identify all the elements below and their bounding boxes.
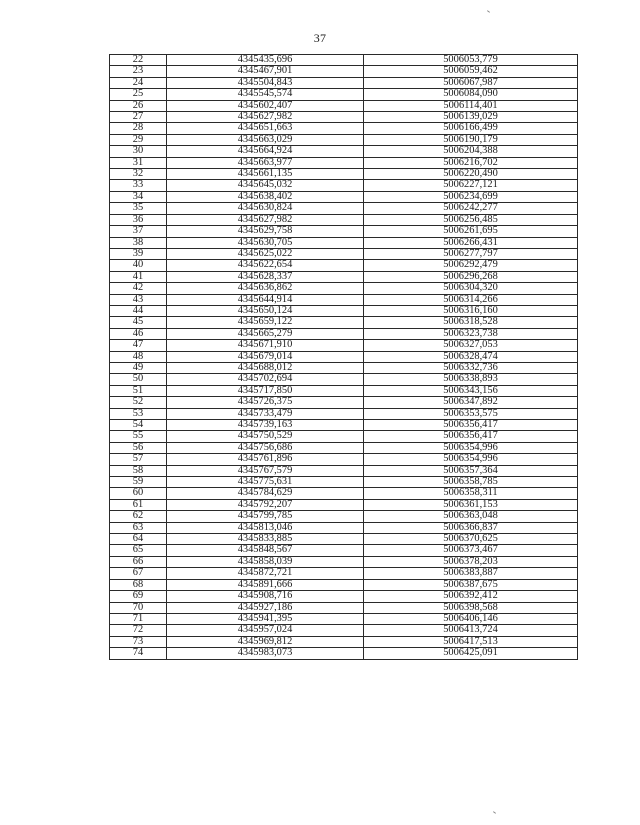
- x-coordinate-cell: 4345661,135: [167, 169, 364, 180]
- table-row: [110, 317, 578, 328]
- x-coordinate-cell: 4345688,012: [167, 362, 364, 373]
- table-row: [110, 294, 578, 305]
- x-coordinate-cell: 4345726,375: [167, 397, 364, 408]
- x-coordinate-cell: 4345848,567: [167, 545, 364, 556]
- point-number-cell: 23: [110, 66, 167, 77]
- table-row: [110, 534, 578, 545]
- point-number-cell: 49: [110, 362, 167, 373]
- y-coordinate-cell: 5006261,695: [364, 226, 578, 237]
- y-coordinate-cell: 5006363,048: [364, 511, 578, 522]
- x-coordinate-cell: 4345784,629: [167, 488, 364, 499]
- x-coordinate-cell: 4345467,901: [167, 66, 364, 77]
- point-number-cell: 41: [110, 271, 167, 282]
- point-number-cell: 69: [110, 591, 167, 602]
- point-number-cell: 48: [110, 351, 167, 362]
- table-row: [110, 351, 578, 362]
- x-coordinate-cell: 4345664,924: [167, 146, 364, 157]
- point-number-cell: 38: [110, 237, 167, 248]
- point-number-cell: 63: [110, 522, 167, 533]
- point-number-cell: 43: [110, 294, 167, 305]
- point-number-cell: 22: [110, 55, 167, 66]
- x-coordinate-cell: 4345671,910: [167, 340, 364, 351]
- point-number-cell: 73: [110, 636, 167, 647]
- y-coordinate-cell: 5006398,568: [364, 602, 578, 613]
- point-number-cell: 46: [110, 328, 167, 339]
- table-row: [110, 260, 578, 271]
- x-coordinate-cell: 4345679,014: [167, 351, 364, 362]
- x-coordinate-cell: 4345969,812: [167, 636, 364, 647]
- table-row: [110, 385, 578, 396]
- y-coordinate-cell: 5006323,738: [364, 328, 578, 339]
- point-number-cell: 70: [110, 602, 167, 613]
- y-coordinate-cell: 5006378,203: [364, 556, 578, 567]
- table-row: [110, 100, 578, 111]
- point-number-cell: 29: [110, 134, 167, 145]
- x-coordinate-cell: 4345645,032: [167, 180, 364, 191]
- table-row: [110, 77, 578, 88]
- table-row: [110, 636, 578, 647]
- table-row: [110, 134, 578, 145]
- point-number-cell: 28: [110, 123, 167, 134]
- table-row: [110, 465, 578, 476]
- point-number-cell: 54: [110, 420, 167, 431]
- y-coordinate-cell: 5006318,528: [364, 317, 578, 328]
- x-coordinate-cell: 4345638,402: [167, 191, 364, 202]
- y-coordinate-cell: 5006358,311: [364, 488, 578, 499]
- point-number-cell: 24: [110, 77, 167, 88]
- scan-speck: [487, 10, 490, 13]
- x-coordinate-cell: 4345927,186: [167, 602, 364, 613]
- coordinates-table: [109, 54, 578, 660]
- y-coordinate-cell: 5006357,364: [364, 465, 578, 476]
- point-number-cell: 50: [110, 374, 167, 385]
- y-coordinate-cell: 5006277,797: [364, 248, 578, 259]
- x-coordinate-cell: 4345630,705: [167, 237, 364, 248]
- y-coordinate-cell: 5006328,474: [364, 351, 578, 362]
- point-number-cell: 30: [110, 146, 167, 157]
- y-coordinate-cell: 5006114,401: [364, 100, 578, 111]
- point-number-cell: 42: [110, 283, 167, 294]
- y-coordinate-cell: 5006190,179: [364, 134, 578, 145]
- point-number-cell: 34: [110, 191, 167, 202]
- point-number-cell: 60: [110, 488, 167, 499]
- table-row: [110, 579, 578, 590]
- table-row: [110, 340, 578, 351]
- y-coordinate-cell: 5006256,485: [364, 214, 578, 225]
- x-coordinate-cell: 4345628,337: [167, 271, 364, 282]
- point-number-cell: 51: [110, 385, 167, 396]
- x-coordinate-cell: 4345941,395: [167, 613, 364, 624]
- y-coordinate-cell: 5006292,479: [364, 260, 578, 271]
- y-coordinate-cell: 5006327,053: [364, 340, 578, 351]
- table-row: [110, 488, 578, 499]
- point-number-cell: 74: [110, 648, 167, 659]
- x-coordinate-cell: 4345858,039: [167, 556, 364, 567]
- point-number-cell: 26: [110, 100, 167, 111]
- table-row: [110, 602, 578, 613]
- y-coordinate-cell: 5006406,146: [364, 613, 578, 624]
- point-number-cell: 44: [110, 305, 167, 316]
- x-coordinate-cell: 4345627,982: [167, 214, 364, 225]
- table-row: [110, 169, 578, 180]
- point-number-cell: 36: [110, 214, 167, 225]
- table-row: [110, 237, 578, 248]
- y-coordinate-cell: 5006356,417: [364, 420, 578, 431]
- x-coordinate-cell: 4345957,024: [167, 625, 364, 636]
- point-number-cell: 33: [110, 180, 167, 191]
- point-number-cell: 25: [110, 89, 167, 100]
- y-coordinate-cell: 5006304,320: [364, 283, 578, 294]
- table-row: [110, 283, 578, 294]
- table-row: [110, 499, 578, 510]
- y-coordinate-cell: 5006387,675: [364, 579, 578, 590]
- table-row: [110, 477, 578, 488]
- x-coordinate-cell: 4345504,843: [167, 77, 364, 88]
- point-number-cell: 65: [110, 545, 167, 556]
- page-number: 37: [313, 31, 327, 45]
- y-coordinate-cell: 5006332,736: [364, 362, 578, 373]
- x-coordinate-cell: 4345872,721: [167, 568, 364, 579]
- x-coordinate-cell: 4345813,046: [167, 522, 364, 533]
- y-coordinate-cell: 5006316,160: [364, 305, 578, 316]
- y-coordinate-cell: 5006314,266: [364, 294, 578, 305]
- table-row: [110, 545, 578, 556]
- x-coordinate-cell: 4345625,022: [167, 248, 364, 259]
- table-row: [110, 522, 578, 533]
- y-coordinate-cell: 5006296,268: [364, 271, 578, 282]
- table-row: [110, 123, 578, 134]
- point-number-cell: 71: [110, 613, 167, 624]
- x-coordinate-cell: 4345644,914: [167, 294, 364, 305]
- x-coordinate-cell: 4345665,279: [167, 328, 364, 339]
- point-number-cell: 53: [110, 408, 167, 419]
- x-coordinate-cell: 4345630,824: [167, 203, 364, 214]
- x-coordinate-cell: 4345733,479: [167, 408, 364, 419]
- y-coordinate-cell: 5006343,156: [364, 385, 578, 396]
- x-coordinate-cell: 4345627,982: [167, 112, 364, 123]
- x-coordinate-cell: 4345629,758: [167, 226, 364, 237]
- point-number-cell: 52: [110, 397, 167, 408]
- y-coordinate-cell: 5006366,837: [364, 522, 578, 533]
- y-coordinate-cell: 5006234,699: [364, 191, 578, 202]
- point-number-cell: 64: [110, 534, 167, 545]
- y-coordinate-cell: 5006370,625: [364, 534, 578, 545]
- table-row: [110, 248, 578, 259]
- point-number-cell: 67: [110, 568, 167, 579]
- table-row: [110, 191, 578, 202]
- table-row: [110, 180, 578, 191]
- table-row: [110, 305, 578, 316]
- point-number-cell: 56: [110, 442, 167, 453]
- point-number-cell: 68: [110, 579, 167, 590]
- table-row: [110, 271, 578, 282]
- table-row: [110, 374, 578, 385]
- y-coordinate-cell: 5006354,996: [364, 454, 578, 465]
- point-number-cell: 66: [110, 556, 167, 567]
- x-coordinate-cell: 4345717,850: [167, 385, 364, 396]
- x-coordinate-cell: 4345891,666: [167, 579, 364, 590]
- x-coordinate-cell: 4345750,529: [167, 431, 364, 442]
- y-coordinate-cell: 5006347,892: [364, 397, 578, 408]
- table-row: [110, 613, 578, 624]
- y-coordinate-cell: 5006417,513: [364, 636, 578, 647]
- table-row: [110, 591, 578, 602]
- table-row: [110, 214, 578, 225]
- y-coordinate-cell: 5006166,499: [364, 123, 578, 134]
- y-coordinate-cell: 5006266,431: [364, 237, 578, 248]
- y-coordinate-cell: 5006067,987: [364, 77, 578, 88]
- table-row: [110, 362, 578, 373]
- y-coordinate-cell: 5006227,121: [364, 180, 578, 191]
- table-row: [110, 146, 578, 157]
- x-coordinate-cell: 4345983,073: [167, 648, 364, 659]
- x-coordinate-cell: 4345663,029: [167, 134, 364, 145]
- y-coordinate-cell: 5006413,724: [364, 625, 578, 636]
- y-coordinate-cell: 5006353,575: [364, 408, 578, 419]
- y-coordinate-cell: 5006216,702: [364, 157, 578, 168]
- point-number-cell: 61: [110, 499, 167, 510]
- x-coordinate-cell: 4345602,407: [167, 100, 364, 111]
- table-row: [110, 66, 578, 77]
- x-coordinate-cell: 4345663,977: [167, 157, 364, 168]
- y-coordinate-cell: 5006425,091: [364, 648, 578, 659]
- x-coordinate-cell: 4345799,785: [167, 511, 364, 522]
- y-coordinate-cell: 5006084,090: [364, 89, 578, 100]
- table-row: [110, 408, 578, 419]
- point-number-cell: 39: [110, 248, 167, 259]
- x-coordinate-cell: 4345545,574: [167, 89, 364, 100]
- x-coordinate-cell: 4345761,896: [167, 454, 364, 465]
- point-number-cell: 40: [110, 260, 167, 271]
- x-coordinate-cell: 4345650,124: [167, 305, 364, 316]
- point-number-cell: 58: [110, 465, 167, 476]
- table-row: [110, 112, 578, 123]
- x-coordinate-cell: 4345792,207: [167, 499, 364, 510]
- point-number-cell: 55: [110, 431, 167, 442]
- y-coordinate-cell: 5006220,490: [364, 169, 578, 180]
- x-coordinate-cell: 4345622,654: [167, 260, 364, 271]
- y-coordinate-cell: 5006338,893: [364, 374, 578, 385]
- table-row: [110, 89, 578, 100]
- y-coordinate-cell: 5006361,153: [364, 499, 578, 510]
- table-row: [110, 568, 578, 579]
- x-coordinate-cell: 4345636,862: [167, 283, 364, 294]
- point-number-cell: 35: [110, 203, 167, 214]
- table-row: [110, 203, 578, 214]
- table-row: [110, 442, 578, 453]
- point-number-cell: 59: [110, 477, 167, 488]
- scan-speck: [493, 811, 496, 814]
- x-coordinate-cell: 4345435,696: [167, 55, 364, 66]
- coordinates-table-body: [110, 55, 578, 660]
- point-number-cell: 32: [110, 169, 167, 180]
- table-row: [110, 420, 578, 431]
- y-coordinate-cell: 5006373,467: [364, 545, 578, 556]
- table-row: [110, 454, 578, 465]
- y-coordinate-cell: 5006204,388: [364, 146, 578, 157]
- point-number-cell: 72: [110, 625, 167, 636]
- table-row: [110, 625, 578, 636]
- x-coordinate-cell: 4345651,663: [167, 123, 364, 134]
- x-coordinate-cell: 4345775,631: [167, 477, 364, 488]
- table-row: [110, 648, 578, 659]
- y-coordinate-cell: 5006139,029: [364, 112, 578, 123]
- y-coordinate-cell: 5006383,887: [364, 568, 578, 579]
- point-number-cell: 57: [110, 454, 167, 465]
- table-row: [110, 226, 578, 237]
- x-coordinate-cell: 4345739,163: [167, 420, 364, 431]
- point-number-cell: 31: [110, 157, 167, 168]
- table-row: [110, 55, 578, 66]
- point-number-cell: 45: [110, 317, 167, 328]
- y-coordinate-cell: 5006242,277: [364, 203, 578, 214]
- point-number-cell: 62: [110, 511, 167, 522]
- x-coordinate-cell: 4345702,694: [167, 374, 364, 385]
- y-coordinate-cell: 5006354,996: [364, 442, 578, 453]
- table-row: [110, 397, 578, 408]
- y-coordinate-cell: 5006053,779: [364, 55, 578, 66]
- x-coordinate-cell: 4345833,885: [167, 534, 364, 545]
- x-coordinate-cell: 4345756,686: [167, 442, 364, 453]
- point-number-cell: 47: [110, 340, 167, 351]
- table-row: [110, 328, 578, 339]
- y-coordinate-cell: 5006358,785: [364, 477, 578, 488]
- y-coordinate-cell: 5006392,412: [364, 591, 578, 602]
- table-row: [110, 431, 578, 442]
- point-number-cell: 27: [110, 112, 167, 123]
- y-coordinate-cell: 5006356,417: [364, 431, 578, 442]
- x-coordinate-cell: 4345908,716: [167, 591, 364, 602]
- y-coordinate-cell: 5006059,462: [364, 66, 578, 77]
- x-coordinate-cell: 4345659,122: [167, 317, 364, 328]
- point-number-cell: 37: [110, 226, 167, 237]
- table-row: [110, 157, 578, 168]
- table-row: [110, 556, 578, 567]
- table-row: [110, 511, 578, 522]
- x-coordinate-cell: 4345767,579: [167, 465, 364, 476]
